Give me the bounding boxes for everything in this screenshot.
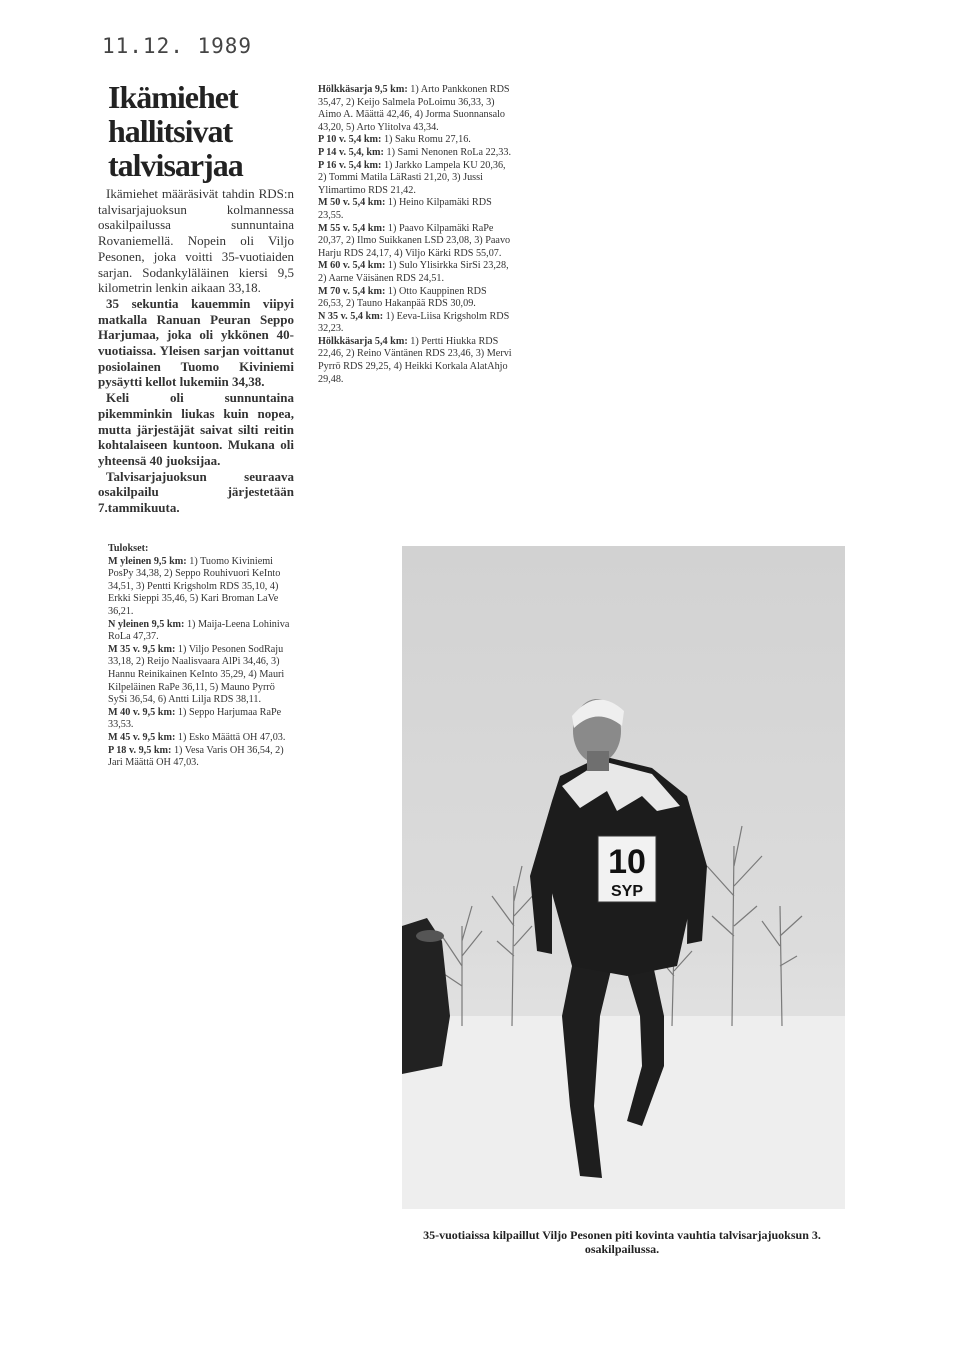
result-text: 1) Esko Määttä OH 47,03.: [177, 731, 286, 743]
results-heading: Tulokset:: [108, 543, 149, 554]
headline-line: Ikämiehet: [108, 79, 238, 115]
article-paragraph: 35 sekuntia kauemmin viipyi matkalla Ranuan Peuran Seppo Harjumaa, joka oli ykkönen 40-vuotiaissa. Yleisen sarjan voittanut posiolainen Tuomo Kiviniemi pysäytti kellot lukemiin 34,38.: [98, 295, 294, 390]
result-text: 1) Eeva-Liisa Krigsholm RDS 32,23.: [318, 310, 510, 335]
clipping-date: 11.12. 1989: [102, 34, 253, 58]
result-text: 1) Jarkko Lampela KU 20,36, 2) Tommi Matila LäRasti 21,20, 3) Jussi Ylimartimo RDS 21,42.: [318, 159, 506, 196]
result-text: 1) Arto Pankkonen RDS 35,47, 2) Keijo Salmela PoLoimu 36,33, 3) Aimo A. Määttä 42,46, 4) Jorma Suonnansalo 43,20, 5) Arto Ylitolva 43,34.: [318, 84, 510, 133]
snow-ground: [402, 1016, 845, 1209]
result-category: P 16 v. 5,4 km:: [318, 159, 382, 171]
result-entry: [318, 336, 514, 386]
bib-text: SYP: [610, 883, 644, 900]
result-category: M 70 v. 5,4 km:: [318, 285, 386, 297]
result-entry: [318, 84, 514, 134]
result-text: 1) Heino Kilpamäki RDS 23,55.: [318, 197, 492, 221]
result-text: 1) Saku Romu 27,16.: [383, 134, 471, 146]
result-entry: [318, 197, 514, 222]
result-text: 1) Seppo Harjumaa RaPe 33,53.: [108, 706, 282, 731]
result-category: M 50 v. 5,4 km:: [318, 197, 386, 209]
result-entry: [108, 644, 296, 707]
result-category: P 18 v. 9,5 km:: [108, 744, 172, 756]
result-category: M 55 v. 5,4 km:: [318, 222, 386, 234]
photo-caption: 35-vuotiaissa kilpaillut Viljo Pesonen piti kovinta vauhtia talvisarjajuoksun 3. osakilpailussa.: [423, 1228, 821, 1256]
result-category: M yleinen 9,5 km:: [108, 555, 187, 567]
runner-photo: [402, 546, 845, 1209]
result-entry: [318, 286, 514, 311]
result-category: M 40 v. 9,5 km:: [108, 706, 176, 718]
result-entry: [108, 745, 296, 770]
result-text: 1) Pertti Hiukka RDS 22,46, 2) Reino Väntänen RDS 23,46, 3) Mervi Pyrrö RDS 29,25, 4) Heikki Korkala AlatAhjo 29,48.: [318, 335, 512, 385]
result-text: 1) Sulo Ylisirkka SirSi 23,28, 2) Aarne Väisänen RDS 24,51.: [318, 260, 509, 284]
article-paragraph: Keli oli sunnuntaina pikemminkin liukas kuin nopea, mutta järjestäjät saivat silti reitin kohtalaiseen kuntoon. Mukana oli yhteensä 40 juoksijaa.: [98, 390, 294, 468]
result-category: P 10 v. 5,4 km:: [318, 134, 382, 146]
result-text: 1) Tuomo Kiviniemi PosPy 34,38, 2) Seppo Rouhivuori KeInto 34,51, 3) Pentti Krigsholm RDS 35,10, 4) Erkki Sieppi 35,46, 5) Kari Broman LaVe 36,21.: [108, 555, 281, 617]
result-category: M 35 v. 9,5 km:: [108, 643, 176, 655]
result-entry: [318, 223, 514, 261]
result-category: N 35 v. 5,4 km:: [318, 310, 384, 322]
result-category: Hölkkäsarja 9,5 km:: [318, 84, 408, 95]
result-entry: [108, 707, 296, 732]
result-entry: [318, 260, 514, 285]
article-headline: [108, 80, 308, 182]
article-paragraph: Ikämiehet määräsivät tahdin RDS:n talvisarjajuoksun kolmannessa osakilpailussa sunnuntaina Rovaniemellä. Nopein oli Viljo Pesonen, joka voitti 35-vuotiaiden sarjan. Sodankyläläinen kiersi 9,5 kilometrin lenkin aikaan 33,18.: [98, 186, 294, 296]
article-body: [98, 186, 294, 516]
result-entry: [318, 160, 514, 198]
result-text: 1) Paavo Kilpamäki RaPe 20,37, 2) Ilmo Suikkanen LSD 23,08, 3) Paavo Harju RDS 24,17, 4) Viljo Kärki RDS 55,07.: [318, 222, 511, 259]
result-category: M 45 v. 9,5 km:: [108, 731, 176, 743]
result-text: 1) Otto Kauppinen RDS 26,53, 2) Tauno Hakanpää RDS 30,09.: [318, 285, 487, 310]
results-list-top: [318, 84, 514, 386]
result-entry: [318, 147, 514, 160]
result-text: 1) Viljo Pesonen SodRaju 33,18, 2) Reijo Naalisvaara AlPi 34,46, 3) Hannu Reinikainen KeInto 35,29, 4) Mauri Kilpeläinen RaPe 36,11, 5) Mauno Pyrrö SySi 36,54, 6) Antti Lilja RDS 38,11.: [108, 643, 285, 706]
result-entry: [108, 732, 296, 745]
result-category: M 60 v. 5,4 km:: [318, 260, 386, 272]
result-entry: [318, 311, 514, 336]
results-list-bottom: [108, 543, 296, 770]
result-entry: [108, 619, 296, 644]
result-text: 1) Sami Nenonen RoLa 22,33.: [386, 146, 511, 158]
result-category: P 14 v. 5,4, km:: [318, 146, 384, 158]
result-category: Hölkkäsarja 5,4 km:: [318, 335, 408, 347]
bib-number: 10: [608, 843, 646, 881]
result-category: N yleinen 9,5 km:: [108, 618, 185, 630]
result-text: 1) Vesa Varis OH 36,54, 2) Jari Määttä OH 47,03.: [108, 744, 284, 769]
article-paragraph: Talvisarjajuoksun seuraava osakilpailu järjestetään 7.tammikuuta.: [98, 468, 294, 516]
headline-line: talvisarjaa: [108, 147, 243, 183]
result-entry: [318, 134, 514, 147]
headline-line: hallitsivat: [108, 113, 233, 149]
result-text: 1) Maija-Leena Lohiniva RoLa 47,37.: [108, 618, 290, 643]
result-entry: [108, 556, 296, 619]
